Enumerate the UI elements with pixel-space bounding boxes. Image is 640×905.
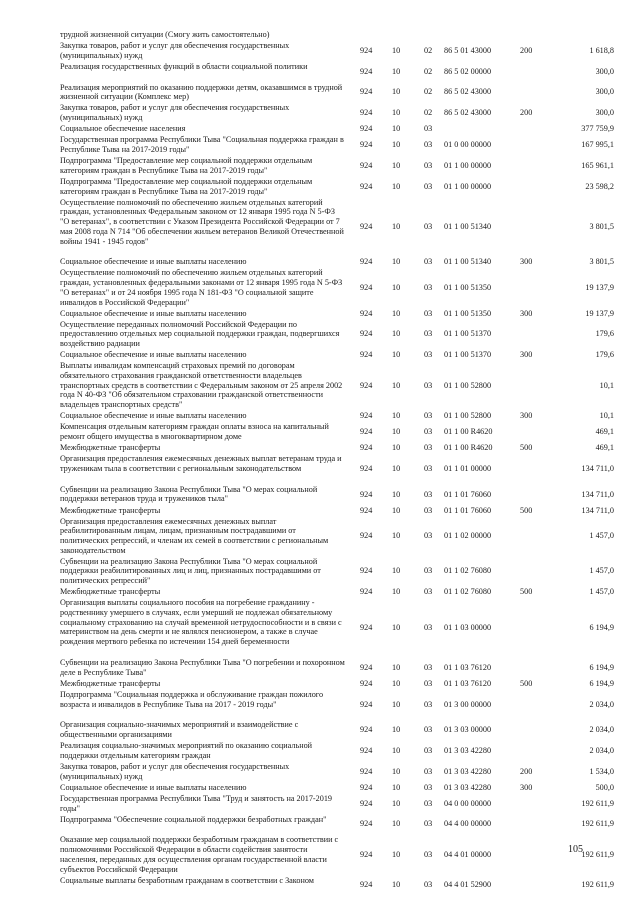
expense-type-code: 200	[520, 766, 533, 776]
table-row	[0, 62, 640, 83]
subsection-code: 03	[424, 662, 433, 672]
amount-value: 2 034,0	[589, 745, 614, 755]
expense-type-code: 500	[520, 587, 533, 597]
subsection-code: 03	[424, 725, 433, 735]
subsection-code: 03	[424, 880, 433, 890]
department-code: 924	[360, 282, 373, 292]
row-description: Социальное обеспечение и иные выплаты населению	[60, 350, 247, 360]
amount-value: 300,0	[595, 87, 614, 97]
row-description: Субвенции на реализацию Закона Республики Тыва "О мерах социальной поддержки реабилитированных лиц и лиц, признанных пострадавшими от политических репрессий"	[60, 556, 321, 586]
amount-value: 192 611,9	[581, 849, 614, 859]
section-code: 10	[392, 350, 401, 360]
amount-value: 192 611,9	[581, 798, 614, 808]
department-code: 924	[360, 566, 373, 576]
department-code: 924	[360, 380, 373, 390]
table-row	[0, 598, 640, 658]
amount-value: 179,6	[595, 329, 614, 339]
expense-type-code: 200	[520, 45, 533, 55]
table-row	[0, 350, 640, 361]
subsection-code: 03	[424, 622, 433, 632]
amount-value: 469,1	[595, 443, 614, 453]
department-code: 924	[360, 427, 373, 437]
department-code: 924	[360, 782, 373, 792]
row-description: Реализация мероприятий по оказанию поддержки детям, оказавшимся в трудной жизненной ситуации (Комплекс мер)	[60, 82, 343, 102]
target-article-code: 86 5 02 43000	[444, 108, 492, 118]
row-description: Осуществление переданных полномочий Российской Федерации по предоставлению отдельных мер социальной поддержки граждан, подвергшихся воздействию радиации	[60, 319, 340, 349]
section-code: 10	[392, 463, 401, 473]
subsection-code: 03	[424, 782, 433, 792]
department-code: 924	[360, 699, 373, 709]
row-description: Реализация социально-значимых мероприятий по оказанию социальной поддержки отдельным категориям граждан	[60, 741, 313, 760]
row-description: Социальное обеспечение и иные выплаты населению	[60, 782, 247, 792]
target-article-code: 04 0 00 00000	[444, 798, 492, 808]
table-row	[0, 422, 640, 443]
row-description: Социальные выплаты безработным гражданам в соответствии с Законом	[60, 875, 314, 885]
amount-value: 10,1	[599, 380, 614, 390]
page-number: 105	[568, 844, 583, 855]
amount-value: 19 137,9	[585, 308, 614, 318]
target-article-code: 01 1 03 76120	[444, 678, 492, 688]
amount-value: 192 611,9	[581, 880, 614, 890]
table-row	[0, 741, 640, 762]
row-description: Оказание мер социальной поддержки безработным гражданам в соответствии с полномочиями Российской Федерации в области содействия занятости населения, переданных для осуществления органам государственной власти субъектов Российской Федерации	[60, 835, 339, 874]
budget-table	[0, 30, 640, 896]
subsection-code: 02	[424, 66, 433, 76]
amount-value: 377 759,9	[581, 124, 614, 134]
amount-value: 6 194,9	[589, 622, 614, 632]
target-article-code: 01 1 00 52800	[444, 411, 492, 421]
department-code: 924	[360, 766, 373, 776]
section-code: 10	[392, 566, 401, 576]
department-code: 924	[360, 745, 373, 755]
target-article-code: 01 3 03 42280	[444, 745, 492, 755]
department-code: 924	[360, 798, 373, 808]
expense-type-code: 300	[520, 350, 533, 360]
table-row	[0, 690, 640, 721]
target-article-code: 01 1 00 R4620	[444, 427, 493, 437]
table-row	[0, 794, 640, 815]
section-code: 10	[392, 505, 401, 515]
amount-value: 3 801,5	[589, 257, 614, 267]
table-row	[0, 443, 640, 454]
amount-value: 469,1	[595, 427, 614, 437]
section-code: 10	[392, 108, 401, 118]
subsection-code: 03	[424, 350, 433, 360]
subsection-code: 03	[424, 745, 433, 755]
row-description: Организация выплаты социального пособия на погребение гражданину - родственнику умершего в случаях, если умерший не подлежал обязательному социальному страхованию на случай временной нетрудоспособности и в связи с материнством на день смерти и не являлся пенсионером, а также в случае рождения мертвого ребенка по истечении 154 дней беременности	[60, 598, 342, 647]
row-description: Подпрограмма "Обеспечение социальной поддержки безработных граждан"	[60, 814, 327, 824]
section-code: 10	[392, 489, 401, 499]
expense-type-code: 300	[520, 257, 533, 267]
target-article-code: 86 5 02 00000	[444, 66, 492, 76]
row-description: Межбюджетные трансферты	[60, 587, 161, 597]
department-code: 924	[360, 819, 373, 829]
section-code: 10	[392, 181, 401, 191]
row-description: Осуществление полномочий по обеспечению жильем отдельных категорий граждан, установленных Федеральным законом от 12 января 1995 года N 5-ФЗ "О ветеранах", в соответствии с Указом Президента Российской Федерации от 7 мая 2008 года N 714 "Об обеспечении жильем ветеранов Великой Отечественной войны 1941 - 1945 годов"	[60, 197, 344, 246]
table-row	[0, 41, 640, 62]
department-code: 924	[360, 725, 373, 735]
target-article-code: 01 1 00 52800	[444, 380, 492, 390]
amount-value: 10,1	[599, 411, 614, 421]
table-row	[0, 177, 640, 198]
section-code: 10	[392, 87, 401, 97]
amount-value: 2 034,0	[589, 725, 614, 735]
subsection-code: 03	[424, 798, 433, 808]
department-code: 924	[360, 505, 373, 515]
section-code: 10	[392, 782, 401, 792]
target-article-code: 01 3 03 00000	[444, 725, 492, 735]
row-description: Государственная программа Республики Тыва "Социальная поддержка граждан в Республике Тыва на 2017-2019 годы"	[60, 135, 344, 155]
row-description: Закупка товаров, работ и услуг для обеспечения государственных (муниципальных) нужд	[60, 103, 290, 123]
row-description: Социальное обеспечение населения	[60, 124, 186, 134]
table-row	[0, 320, 640, 351]
target-article-code: 01 1 01 76060	[444, 489, 492, 499]
department-code: 924	[360, 124, 373, 134]
expense-type-code: 500	[520, 678, 533, 688]
table-row	[0, 156, 640, 177]
row-description: Межбюджетные трансферты	[60, 505, 161, 515]
subsection-code: 03	[424, 308, 433, 318]
subsection-code: 03	[424, 160, 433, 170]
table-row	[0, 485, 640, 506]
expense-type-code: 500	[520, 443, 533, 453]
subsection-code: 03	[424, 443, 433, 453]
department-code: 924	[360, 308, 373, 318]
subsection-code: 03	[424, 489, 433, 499]
row-description: Подпрограмма "Социальная поддержка и обслуживание граждан пожилого возраста и инвалидов в Республике Тыва на 2017 - 2019 годы"	[60, 689, 324, 709]
table-row	[0, 411, 640, 422]
department-code: 924	[360, 849, 373, 859]
subsection-code: 03	[424, 531, 433, 541]
section-code: 10	[392, 308, 401, 318]
department-code: 924	[360, 587, 373, 597]
row-description: Выплаты инвалидам компенсаций страховых премий по договорам обязательного страхования гражданской ответственности владельцев транспортных средств в соответствии с Федеральным законом от 25 апреля 2002 года N 40-ФЗ "Об обязательном страховании гражданской ответственности владельцев транспортных средств"	[60, 361, 343, 410]
subsection-code: 03	[424, 587, 433, 597]
section-code: 10	[392, 160, 401, 170]
department-code: 924	[360, 443, 373, 453]
department-code: 924	[360, 880, 373, 890]
department-code: 924	[360, 66, 373, 76]
amount-value: 1 457,0	[589, 587, 614, 597]
section-code: 10	[392, 443, 401, 453]
table-row	[0, 557, 640, 588]
table-row	[0, 783, 640, 794]
row-description: Субвенции на реализацию Закона Республики Тыва "О мерах социальной поддержки ветеранов труда и тружеников тыла"	[60, 484, 318, 504]
section-code: 10	[392, 411, 401, 421]
table-row	[0, 30, 640, 41]
section-code: 10	[392, 745, 401, 755]
row-description: Подпрограмма "Предоставление мер социальной поддержки отдельным категориям граждан в Республике Тыва на 2017-2019 годы"	[60, 156, 313, 175]
row-description: Субвенции на реализацию Закона Республики Тыва "О погребении и похоронном деле в Республике Тыва"	[60, 657, 345, 677]
amount-value: 23 598,2	[585, 181, 614, 191]
target-article-code: 01 1 00 51340	[444, 257, 492, 267]
row-description: Подпрограмма "Предоставление мер социальной поддержки отдельным категориям граждан в Республике Тыва на 2017-2019 годы"	[60, 176, 313, 196]
department-code: 924	[360, 140, 373, 150]
table-row	[0, 762, 640, 783]
row-description: Реализация государственных функций в области социальной политики	[60, 61, 308, 71]
target-article-code: 01 1 00 51350	[444, 282, 492, 292]
expense-type-code: 500	[520, 505, 533, 515]
section-code: 10	[392, 880, 401, 890]
subsection-code: 03	[424, 411, 433, 421]
target-article-code: 01 1 00 51370	[444, 329, 492, 339]
row-description: Социальное обеспечение и иные выплаты населению	[60, 308, 247, 318]
target-article-code: 01 0 00 00000	[444, 140, 492, 150]
table-row	[0, 454, 640, 485]
amount-value: 1 618,8	[589, 45, 614, 55]
section-code: 10	[392, 587, 401, 597]
subsection-code: 03	[424, 427, 433, 437]
subsection-code: 02	[424, 87, 433, 97]
section-code: 10	[392, 427, 401, 437]
row-description: трудной жизненной ситуации (Смогу жить самостоятельно)	[60, 30, 270, 39]
department-code: 924	[360, 531, 373, 541]
section-code: 10	[392, 45, 401, 55]
amount-value: 3 801,5	[589, 222, 614, 232]
subsection-code: 03	[424, 329, 433, 339]
row-description: Межбюджетные трансферты	[60, 678, 161, 688]
target-article-code: 01 1 03 76120	[444, 662, 492, 672]
department-code: 924	[360, 662, 373, 672]
subsection-code: 03	[424, 124, 433, 134]
row-description: Закупка товаров, работ и услуг для обеспечения государственных (муниципальных) нужд	[60, 41, 290, 60]
subsection-code: 02	[424, 108, 433, 118]
subsection-code: 03	[424, 257, 433, 267]
table-row	[0, 679, 640, 690]
section-code: 10	[392, 819, 401, 829]
section-code: 10	[392, 124, 401, 134]
amount-value: 2 034,0	[589, 699, 614, 709]
expense-type-code: 200	[520, 108, 533, 118]
target-article-code: 01 3 03 42280	[444, 782, 492, 792]
amount-value: 134 711,0	[581, 463, 614, 473]
row-description: Организация социально-значимых мероприятий и взаимодействие с общественными организациями	[60, 720, 299, 740]
table-row	[0, 135, 640, 156]
subsection-code: 03	[424, 505, 433, 515]
section-code: 10	[392, 699, 401, 709]
department-code: 924	[360, 222, 373, 232]
department-code: 924	[360, 329, 373, 339]
subsection-code: 03	[424, 463, 433, 473]
department-code: 924	[360, 160, 373, 170]
table-row	[0, 361, 640, 411]
department-code: 924	[360, 463, 373, 473]
target-article-code: 86 5 02 43000	[444, 87, 492, 97]
section-code: 10	[392, 329, 401, 339]
amount-value: 300,0	[595, 66, 614, 76]
department-code: 924	[360, 489, 373, 499]
table-row	[0, 257, 640, 268]
subsection-code: 03	[424, 181, 433, 191]
table-row	[0, 835, 640, 875]
subsection-code: 03	[424, 282, 433, 292]
row-description: Государственная программа Республики Тыва "Труд и занятость на 2017-2019 годы"	[60, 793, 333, 813]
target-article-code: 86 5 01 43000	[444, 45, 492, 55]
row-description: Организация предоставления ежемесячных денежных выплат ветеранам труда и труженикам тыла в соответствии с региональным законодательством	[60, 454, 342, 473]
amount-value: 134 711,0	[581, 505, 614, 515]
row-description: Социальное обеспечение и иные выплаты населению	[60, 257, 247, 267]
section-code: 10	[392, 66, 401, 76]
target-article-code: 01 1 00 00000	[444, 181, 492, 191]
table-row	[0, 198, 640, 258]
subsection-code: 03	[424, 380, 433, 390]
amount-value: 165 961,1	[581, 160, 614, 170]
amount-value: 19 137,9	[585, 282, 614, 292]
table-row	[0, 268, 640, 308]
table-row	[0, 506, 640, 517]
subsection-code: 03	[424, 222, 433, 232]
table-row	[0, 517, 640, 557]
section-code: 10	[392, 531, 401, 541]
row-description: Организация предоставления ежемесячных денежных выплат реабилитированным лицам, лицам, признанным пострадавшими от политических репрессий, и членам их семей в соответствии с региональным законодательством	[60, 516, 329, 555]
table-row	[0, 876, 640, 897]
amount-value: 6 194,9	[589, 662, 614, 672]
expense-type-code: 300	[520, 308, 533, 318]
row-description: Компенсация отдельным категориям граждан оплаты взноса на капитальный ремонт общего имущества в многоквартирном доме	[60, 422, 329, 442]
target-article-code: 01 3 00 00000	[444, 699, 492, 709]
target-article-code: 01 1 03 00000	[444, 622, 492, 632]
section-code: 10	[392, 140, 401, 150]
target-article-code: 01 1 01 76060	[444, 505, 492, 515]
subsection-code: 03	[424, 566, 433, 576]
amount-value: 179,6	[595, 350, 614, 360]
target-article-code: 01 1 00 51370	[444, 350, 492, 360]
department-code: 924	[360, 622, 373, 632]
department-code: 924	[360, 678, 373, 688]
amount-value: 6 194,9	[589, 678, 614, 688]
table-row	[0, 124, 640, 135]
subsection-code: 03	[424, 819, 433, 829]
target-article-code: 01 1 00 00000	[444, 160, 492, 170]
target-article-code: 01 1 02 76080	[444, 566, 492, 576]
department-code: 924	[360, 350, 373, 360]
subsection-code: 03	[424, 140, 433, 150]
section-code: 10	[392, 222, 401, 232]
amount-value: 134 711,0	[581, 489, 614, 499]
table-row	[0, 658, 640, 679]
row-description: Социальное обеспечение и иные выплаты населению	[60, 411, 247, 421]
section-code: 10	[392, 766, 401, 776]
target-article-code: 01 1 00 R4620	[444, 443, 493, 453]
target-article-code: 01 1 00 51350	[444, 308, 492, 318]
section-code: 10	[392, 257, 401, 267]
row-description: Осуществление полномочий по обеспечению жильем отдельных категорий граждан, установленных федеральными законами от 12 января 1995 года N 5-ФЗ "О ветеранах" и от 24 ноября 1995 года N 181-ФЗ "О социальной защите инвалидов в Российской Федерации"	[60, 268, 343, 307]
subsection-code: 03	[424, 678, 433, 688]
section-code: 10	[392, 380, 401, 390]
table-row	[0, 587, 640, 598]
amount-value: 1 534,0	[589, 766, 614, 776]
table-row	[0, 815, 640, 836]
section-code: 10	[392, 678, 401, 688]
section-code: 10	[392, 798, 401, 808]
table-row	[0, 720, 640, 741]
section-code: 10	[392, 622, 401, 632]
target-article-code: 01 1 00 51340	[444, 222, 492, 232]
row-description: Закупка товаров, работ и услуг для обеспечения государственных (муниципальных) нужд	[60, 761, 290, 781]
table-row	[0, 309, 640, 320]
target-article-code: 01 1 02 00000	[444, 531, 492, 541]
department-code: 924	[360, 45, 373, 55]
target-article-code: 01 1 01 00000	[444, 463, 492, 473]
amount-value: 1 457,0	[589, 531, 614, 541]
target-article-code: 04 4 00 00000	[444, 819, 492, 829]
expense-type-code: 300	[520, 411, 533, 421]
table-row	[0, 103, 640, 124]
department-code: 924	[360, 411, 373, 421]
subsection-code: 03	[424, 766, 433, 776]
expense-type-code: 300	[520, 782, 533, 792]
section-code: 10	[392, 725, 401, 735]
target-article-code: 04 4 01 52900	[444, 880, 492, 890]
row-description: Межбюджетные трансферты	[60, 443, 161, 453]
amount-value: 1 457,0	[589, 566, 614, 576]
amount-value: 500,0	[595, 782, 614, 792]
department-code: 924	[360, 87, 373, 97]
department-code: 924	[360, 181, 373, 191]
subsection-code: 03	[424, 849, 433, 859]
section-code: 10	[392, 282, 401, 292]
target-article-code: 04 4 01 00000	[444, 849, 492, 859]
subsection-code: 02	[424, 45, 433, 55]
amount-value: 167 995,1	[581, 140, 614, 150]
section-code: 10	[392, 849, 401, 859]
section-code: 10	[392, 662, 401, 672]
department-code: 924	[360, 108, 373, 118]
department-code: 924	[360, 257, 373, 267]
table-row	[0, 83, 640, 104]
amount-value: 192 611,9	[581, 819, 614, 829]
target-article-code: 01 3 03 42280	[444, 766, 492, 776]
amount-value: 300,0	[595, 108, 614, 118]
subsection-code: 03	[424, 699, 433, 709]
target-article-code: 01 1 02 76080	[444, 587, 492, 597]
